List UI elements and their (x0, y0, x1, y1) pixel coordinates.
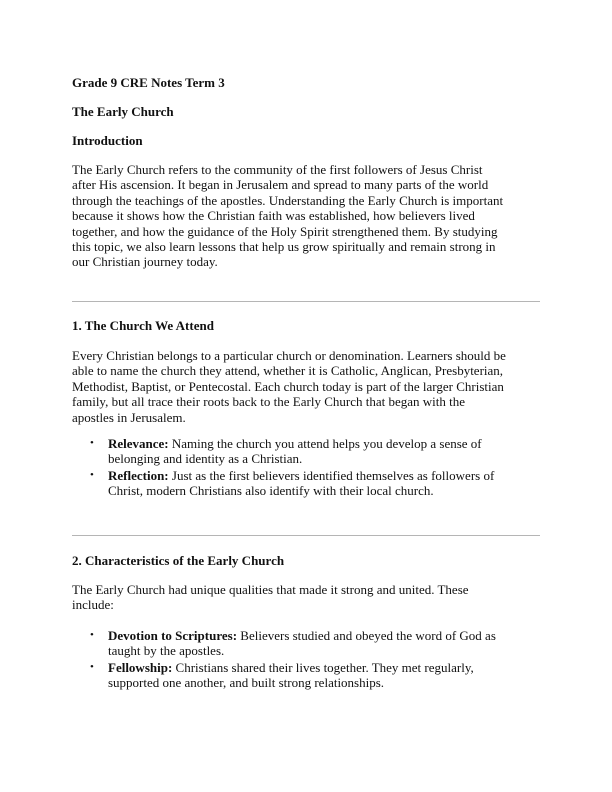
bullet-text: Naming the church you attend helps you develop a sense of (168, 436, 482, 451)
paragraph-line: through the teachings of the apostles. Understanding the Early Church is important (72, 192, 504, 208)
bullet-label: Reflection: (108, 468, 169, 483)
section-2-paragraph (72, 582, 542, 613)
paragraph-line: this topic, we also learn lessons that help us grow spiritually and remain strong in (72, 239, 496, 255)
paragraph-line: family, but all trace their roots back to the Early Church that began with the (72, 394, 466, 410)
bullet-label: Devotion to Scriptures: (108, 628, 238, 643)
introduction-heading: Introduction (72, 133, 143, 148)
bullet-text: taught by the apostles. (108, 643, 225, 659)
bullet-text: Christ, modern Christians also identify with their local church. (108, 483, 434, 499)
bullet-icon: • (90, 437, 94, 449)
paragraph-line: The Early Church refers to the community of the first followers of Jesus Christ (72, 162, 483, 177)
bullet-text: belonging and identity as a Christian. (108, 451, 303, 467)
bullet-label: Fellowship: (108, 660, 173, 675)
paragraph-line: able to name the church they attend, whether it is Catholic, Anglican, Presbyterian, (72, 363, 504, 379)
paragraph-line: apostles in Jerusalem. (72, 409, 186, 425)
bullet-icon: • (90, 629, 94, 641)
bullet-icon: • (90, 469, 94, 481)
paragraph-line: Every Christian belongs to a particular church or denomination. Learners should be (72, 348, 506, 363)
bullet-text: Just as the first believers identified themselves as followers of (168, 468, 495, 483)
bullet-text: supported one another, and built strong relationships. (108, 675, 385, 691)
bullet-text: Christians shared their lives together. They met regularly, (172, 660, 474, 675)
section-2-heading: 2. Characteristics of the Early Church (72, 553, 285, 568)
paragraph-line: after His ascension. It began in Jerusalem and spread to many parts of the world (72, 177, 489, 193)
bullet-icon: • (90, 661, 94, 673)
horizontal-rule (72, 535, 540, 536)
paragraph-line: include: (72, 597, 114, 613)
document-title: Grade 9 CRE Notes Term 3 (72, 75, 225, 90)
paragraph-line: Methodist, Baptist, or Pentecostal. Each church today is part of the larger Christian (72, 378, 504, 394)
paragraph-line: The Early Church had unique qualities that made it strong and united. These (72, 582, 469, 597)
paragraph-line: because it shows how the Christian faith was established, how believers lived (72, 208, 475, 224)
introduction-paragraph (72, 162, 542, 270)
section-1-paragraph (72, 348, 542, 425)
bullet-label: Relevance: (108, 436, 169, 451)
paragraph-line: our Christian journey today. (72, 254, 218, 270)
section-1-heading: 1. The Church We Attend (72, 318, 214, 333)
bullet-text: Believers studied and obeyed the word of God as (237, 628, 496, 643)
paragraph-line: together, and how the guidance of the Holy Spirit strengthened them. By studying (72, 223, 498, 239)
topic-heading: The Early Church (72, 104, 174, 119)
horizontal-rule (72, 301, 540, 302)
